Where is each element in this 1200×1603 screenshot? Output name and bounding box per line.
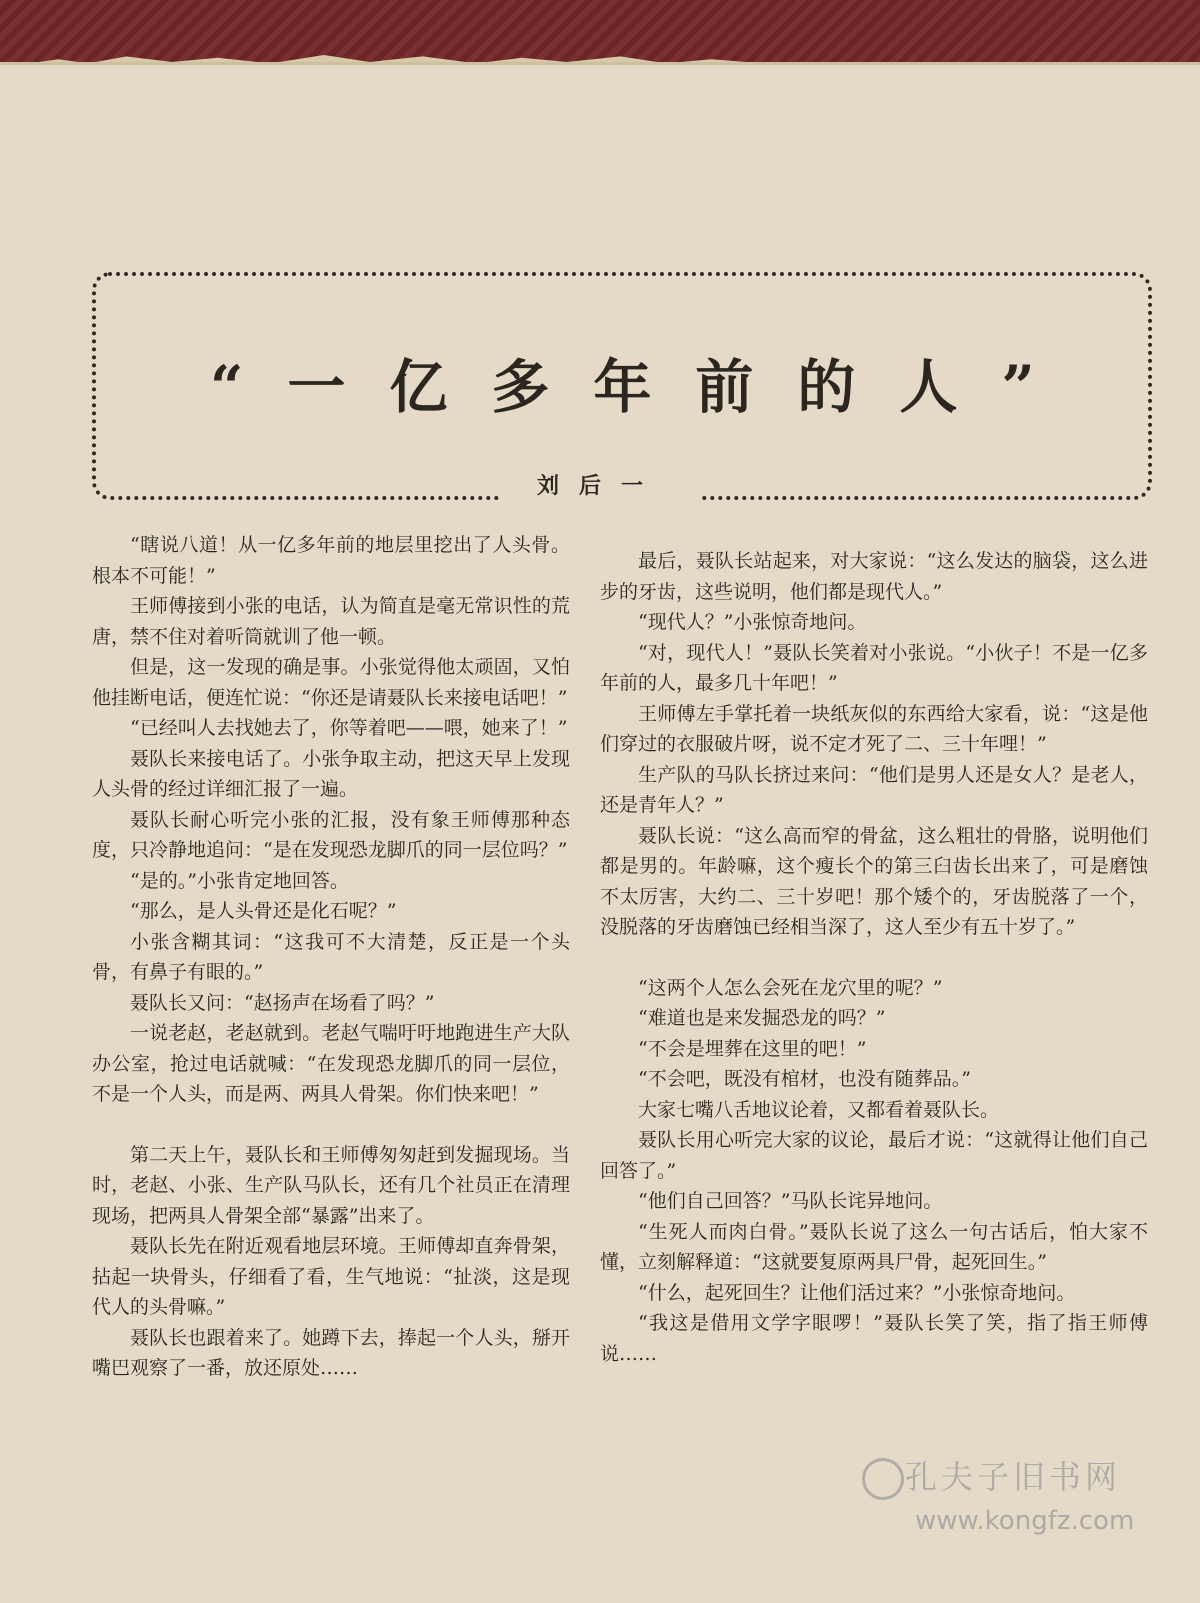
paragraph: 但是，这一发现的确是事。小张觉得他太顽固，又怕他挂断电话，便连忙说：“你还是请聂队长来接电话吧！”: [92, 656, 570, 709]
paragraph: 最后，聂队长站起来，对大家说：“这么发达的脑袋，这么进步的牙齿，这些说明，他们都是现代人。”: [600, 550, 1148, 603]
paragraph: “这两个人怎么会死在龙穴里的呢？”: [638, 976, 943, 999]
paragraph: 聂队长来接电话了。小张争取主动，把这天早上发现人头骨的经过详细汇报了一遍。: [92, 747, 570, 800]
paragraph: “现代人？”小张惊奇地问。: [638, 611, 867, 633]
watermark-logo-icon: [862, 1458, 904, 1500]
paragraph: “是的。”小张肯定地回答。: [130, 869, 349, 892]
author-byline: [500, 466, 700, 506]
paragraph: “他们自己回答？”马队长诧异地问。: [638, 1190, 943, 1212]
paragraph: “瞎说八道！从一亿多年前的地层里挖出了人头骨。根本不可能！”: [92, 534, 570, 587]
watermark-url: www.kongfz.com: [915, 1506, 1135, 1536]
paragraph: 聂队长也跟着来了。她蹲下去，捧起一个人头，掰开嘴巴观察了一番，放还原处……: [92, 1326, 570, 1379]
paragraph: 聂队长说：“这么高而窄的骨盆，这么粗壮的骨胳，说明他们都是男的。年龄嘛，这个瘦长个的第三臼齿长出来了，可是磨蚀不太厉害，大约二、三十岁吧！那个矮个的，牙齿脱落了一个，没脱落的牙齿磨蚀已经相当深了，这人至少有五十岁了。”: [600, 824, 1148, 938]
paragraph: “那么，是人头骨还是化石呢？”: [130, 900, 397, 922]
paragraph: “对，现代人！”聂队长笑着对小张说。“小伙子！不是一亿多年前的人，最多几十年吧！”: [600, 641, 1148, 694]
paragraph: “生死人而肉白骨。”聂队长说了这么一句古话后，怕大家不懂，立刻解释道：“这就要复原两具尸骨，起死回生。”: [600, 1220, 1148, 1273]
paragraph: 王师傅左手掌托着一块纸灰似的东西给大家看，说：“这是他们穿过的衣服破片呀，说不定才死了二、三十年哩！”: [600, 702, 1148, 755]
paragraph: “难道也是来发掘恐龙的吗？”: [638, 1007, 886, 1029]
left-text-column: [92, 530, 570, 1384]
article-title: “一亿多年前的人”: [210, 353, 1079, 421]
paragraph: 聂队长先在附近观看地层环境。王师傅却直奔骨架，拈起一块骨头，仔细看了看，生气地说：“扯淡，这是现代人的头骨嘛。”: [92, 1235, 570, 1318]
paragraph: “我这是借用文学字眼啰！”聂队长笑了笑，指了指王师傅说……: [600, 1312, 1148, 1365]
paragraph: “什么，起死回生？让他们活过来？”小张惊奇地问。: [638, 1281, 1076, 1304]
paragraph: “不会是埋葬在这里的吧！”: [638, 1037, 867, 1060]
author-name: 刘后一: [536, 473, 663, 499]
paragraph: 王师傅接到小张的电话，认为简直是毫无常识性的荒唐，禁不住对着听筒就训了他一顿。: [92, 595, 570, 648]
paragraph: 大家七嘴八舌地议论着，又都看着聂队长。: [638, 1098, 1000, 1121]
right-text-column: [600, 546, 1148, 1369]
paragraph: 第二天上午，聂队长和王师傅匆匆赶到发掘现场。当时，老赵、小张、生产队马队长，还有几个社员正在清理现场，把两具人骨架全部“暴露”出来了。: [92, 1143, 570, 1227]
paragraph: 聂队长耐心听完小张的汇报，没有象王师傅那种态度，只冷静地追问：“是在发现恐龙脚爪的同一层位吗？”: [92, 808, 570, 861]
paragraph: 聂队长用心听完大家的议论，最后才说：“这就得让他们自己回答了。”: [600, 1129, 1148, 1182]
paragraph: “已经叫人去找她去了，你等着吧——喂，她来了！”: [130, 717, 568, 739]
paragraph: 生产队的马队长挤过来问：“他们是男人还是女人？是老人，还是青年人？”: [600, 763, 1148, 816]
watermark-site-name: 孔夫子旧书网: [905, 1458, 1122, 1496]
paragraph: 小张含糊其词：“这我可不大清楚，反正是一个头骨，有鼻子有眼的。”: [92, 930, 570, 983]
paragraph: “不会吧，既没有棺材，也没有随葬品。”: [638, 1068, 971, 1090]
paragraph: 聂队长又问：“赵扬声在场看了吗？”: [130, 991, 435, 1014]
paragraph: 一说老赵，老赵就到。老赵气喘吁吁地跑进生产大队办公室，抢过电话就喊：“在发现恐龙脚爪的同一层位，不是一个人头，而是两、两具人骨架。你们快来吧！”: [92, 1022, 570, 1105]
